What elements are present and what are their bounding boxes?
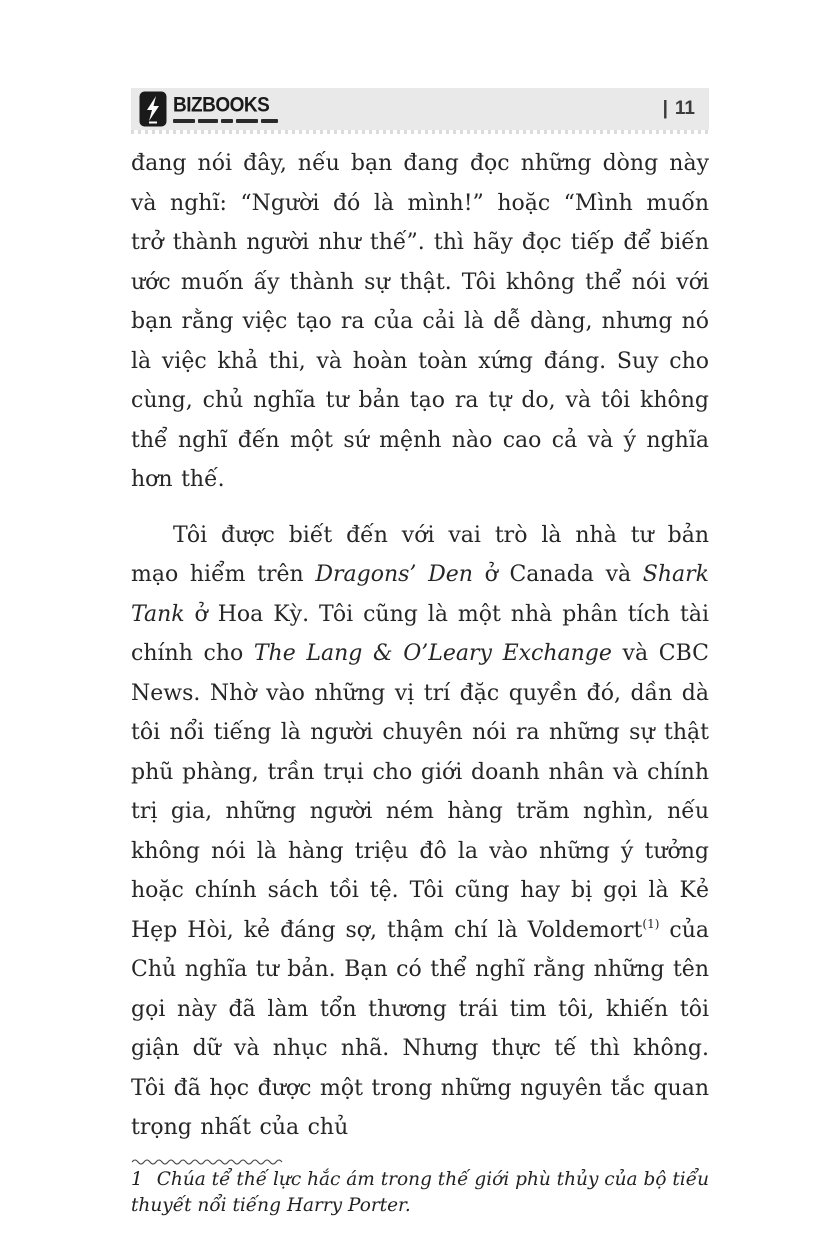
footnote-body: Chúa tể thế lực hắc ám trong thế giới phù thủy của bộ tiểu thuyết nổi tiếng Harry Porter.	[131, 1168, 709, 1216]
footnote-separator	[131, 1157, 283, 1165]
page-body	[131, 144, 709, 1220]
footnote-marker: 1	[131, 1168, 143, 1190]
footnote-text	[131, 1167, 709, 1220]
logo-tagline	[173, 119, 278, 123]
logo-name: BIZBOOKS	[173, 93, 270, 117]
page-number-value: 11	[674, 98, 695, 119]
paragraph-2: Tôi được biết đến với vai trò là nhà tư bản mạo hiểm trên Dragons’ Den ở Canada và Shark Tank ở Hoa Kỳ. Tôi cũng là một nhà phân tích tài chính cho The Lang & O’Leary Exchange và CBC News. Nhờ vào những vị trí đặc quyền đó, dần dà tôi nổi tiếng là người chuyên nói ra những sự thật phũ phàng, trần trụi cho giới doanh nhân và chính trị gia, những người ném hàng trăm nghìn, nếu không nói là hàng triệu đô la vào những ý tưởng hoặc chính sách tồi tệ. Tôi cũng hay bị gọi là Kẻ Hẹp Hòi, kẻ đáng sợ, thậm chí là Voldemort$^{(1)}$ của Chủ nghĩa tư bản. Bạn có thể nghĩ rằng những tên gọi này đã làm tổn thương trái tim tôi, khiến tôi giận dữ và nhục nhã. Nhưng thực tế thì không. Tôi đã học được một trong những nguyên tắc quan trọng nhất của chủ	[131, 522, 710, 1140]
page-number	[663, 98, 695, 120]
paragraph-1: đang nói đây, nếu bạn đang đọc những dòng này và nghĩ: “Người đó là mình!” hoặc “Mình muốn trở thành người như thế”. thì hãy đọc tiếp để biến ước muốn ấy thành sự thật. Tôi không thể nói với bạn rằng việc tạo ra của cải là dễ dàng, nhưng nó là việc khả thi, và hoàn toàn xứng đáng. Suy cho cùng, chủ nghĩa tư bản tạo ra tự do, và tôi không thể nghĩ đến một sứ mệnh nào cao cả và ý nghĩa hơn thế.	[131, 151, 709, 492]
logo-text-block	[173, 93, 278, 123]
page-number-divider: |	[662, 98, 668, 119]
footnote-block	[131, 1157, 709, 1220]
page-header	[131, 88, 709, 130]
publisher-logo	[139, 91, 278, 127]
book-icon	[139, 91, 167, 127]
